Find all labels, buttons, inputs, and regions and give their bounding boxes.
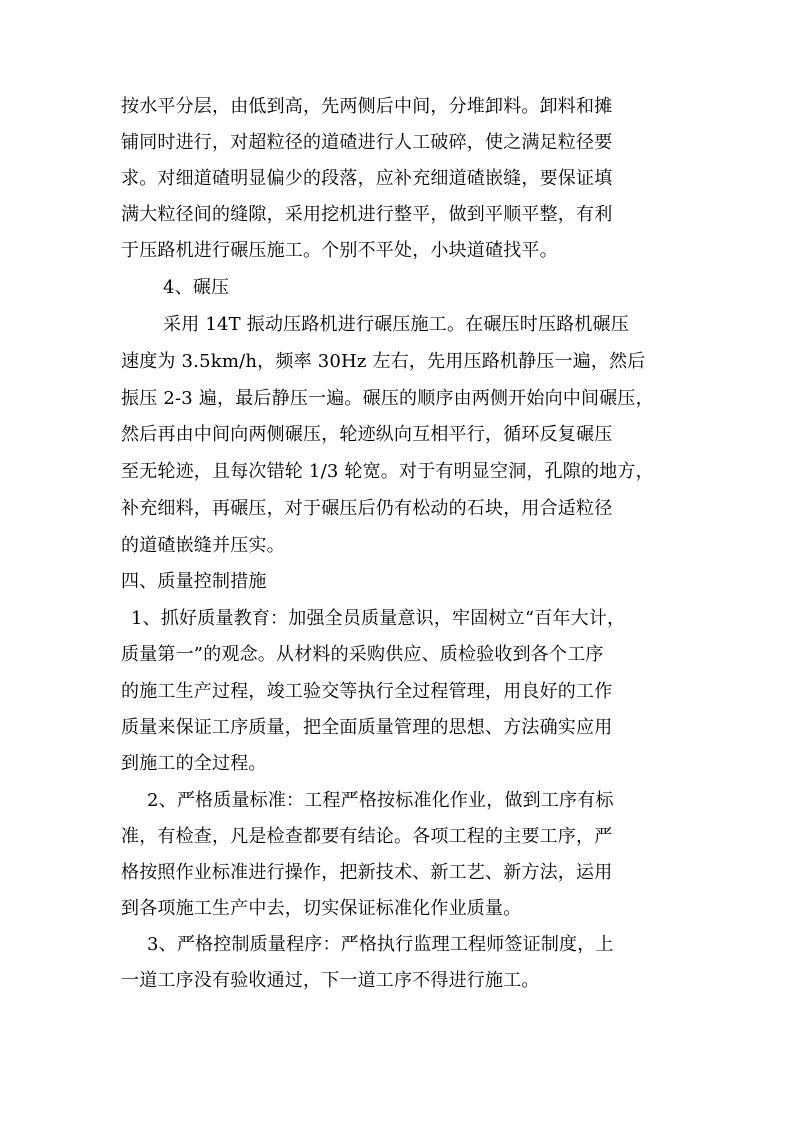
text-line: 于压路机进行碾压施工。个别不平处，小块道碴找平。 xyxy=(121,240,558,261)
text-line: 到各项施工生产中去，切实保证标准化作业质量。 xyxy=(121,898,522,919)
text-line: 1、抓好质量教育：加强全员质量意识，牢固树立“百年大计， xyxy=(131,608,626,629)
text-line: 求。对细道碴明显偏少的段落，应补充细道碴嵌缝，要保证填 xyxy=(121,168,613,189)
text-line: 铺同时进行，对超粒径的道碴进行人工破碎，使之满足粒径要 xyxy=(121,132,613,153)
text-line: 采用 14T 振动压路机进行碾压施工。在碾压时压路机碾压 xyxy=(163,314,629,335)
text-line: 的道碴嵌缝并压实。 xyxy=(121,535,285,556)
text-line: 的施工生产过程，竣工验交等执行全过程管理，用良好的工作 xyxy=(121,681,613,702)
text-line: 振压 2-3 遍，最后静压一遍。碾压的顺序由两侧开始向中间碾压， xyxy=(121,388,654,409)
text-line: 速度为 3.5km/h，频率 30Hz 左右，先用压路机静压一遍，然后 xyxy=(121,351,646,372)
text-line: 补充细料，再碾压，对于碾压后仍有松动的石块，用合适粒径 xyxy=(121,498,613,519)
text-line: 准，有检查，凡是检查都要有结论。各项工程的主要工序，严 xyxy=(121,826,613,847)
text-line: 一道工序没有验收通过，下一道工序不得进行施工。 xyxy=(121,970,540,991)
text-line: 2、严格质量标准：工程严格按标准化作业，做到工序有标 xyxy=(147,790,614,811)
section-heading-quality-control: 四、质量控制措施 xyxy=(121,571,267,592)
text-line: 质量来保证工序质量，把全面质量管理的思想、方法确实应用 xyxy=(121,717,613,738)
text-line: 质量第一”的观念。从材料的采购供应、质检验收到各个工序 xyxy=(121,644,604,665)
text-line: 到施工的全过程。 xyxy=(121,753,267,774)
text-line: 按水平分层，由低到高，先两侧后中间，分堆卸料。卸料和摊 xyxy=(121,96,613,117)
text-line: 至无轮迹，且每次错轮 1/3 轮宽。对于有明显空洞，孔隙的地方， xyxy=(121,461,654,482)
text-line: 然后再由中间向两侧碾压，轮迹纵向互相平行，循环反复碾压 xyxy=(121,424,613,445)
section-heading-compaction: 4、碾压 xyxy=(163,277,230,298)
text-line: 满大粒径间的缝隙，采用挖机进行整平，做到平顺平整，有利 xyxy=(121,204,613,225)
text-line: 格按照作业标准进行操作，把新技术、新工艺、新方法，运用 xyxy=(121,862,613,883)
text-line: 3、严格控制质量程序：严格执行监理工程师签证制度，上 xyxy=(147,934,614,955)
